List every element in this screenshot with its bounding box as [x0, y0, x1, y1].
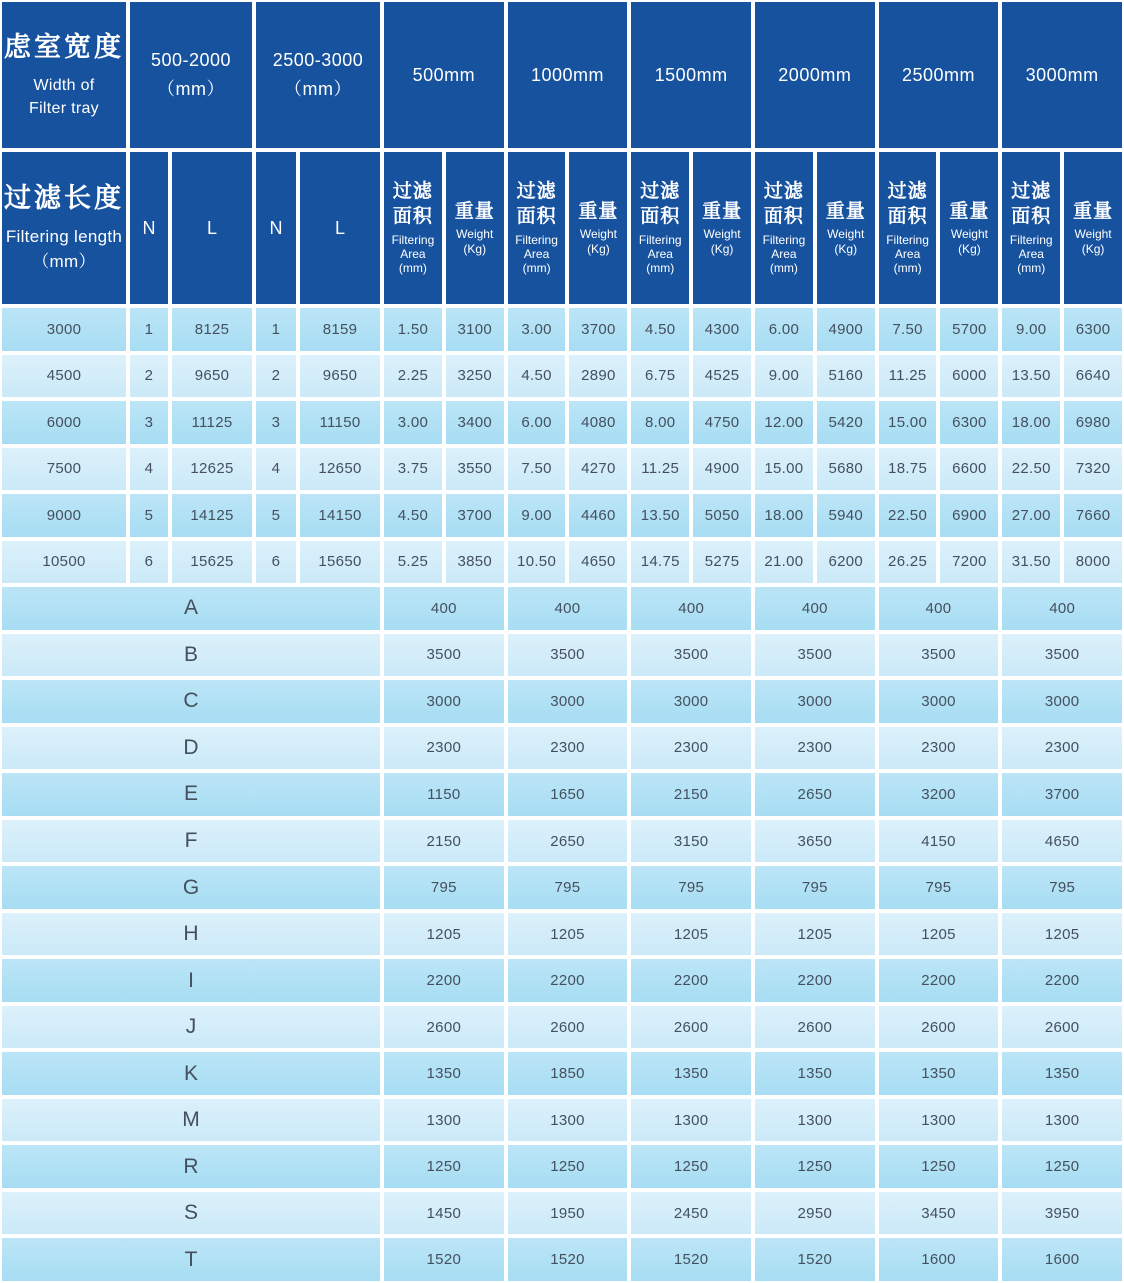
spec-l-cell: 11125 [172, 401, 252, 444]
spec-value-cell: 12.00 [755, 401, 813, 444]
spec-value-cell: 22.50 [879, 494, 937, 537]
dimension-value-cell: 1205 [1002, 913, 1122, 956]
sub-header-zh: 面积 [1011, 205, 1052, 227]
dimension-value-cell: 1350 [631, 1052, 751, 1095]
range-group-line: 500-2000 [150, 50, 232, 71]
dimension-value-cell: 3500 [508, 634, 628, 677]
dimension-value-cell: 795 [508, 866, 628, 909]
spec-n-cell: 6 [256, 541, 296, 584]
dimension-value-cell: 3000 [879, 680, 999, 723]
spec-n-cell: 3 [256, 401, 296, 444]
header-width-column-cell: 500mm [384, 2, 504, 148]
dimension-value-cell: 2950 [755, 1192, 875, 1235]
dimension-value-cell: 1300 [384, 1099, 504, 1142]
spec-value-cell: 4900 [817, 308, 875, 351]
dimension-value-cell: 1350 [1002, 1052, 1122, 1095]
dimension-value-cell: 1250 [631, 1145, 751, 1188]
spec-l-cell: 11150 [300, 401, 380, 444]
sub-header-zh: 重量 [949, 200, 990, 222]
dimension-value-cell: 1205 [755, 913, 875, 956]
dimension-value-cell: 1205 [384, 913, 504, 956]
sub-header-en: Area [647, 246, 673, 261]
sub-header-en: (mm) [522, 261, 551, 276]
dimension-value-cell: 2650 [508, 820, 628, 863]
spec-value-cell: 9.00 [755, 355, 813, 398]
dimension-value-cell: 1450 [384, 1192, 504, 1235]
sub-header-en: Area [400, 246, 426, 261]
dimension-value-cell: 3150 [631, 820, 751, 863]
dimension-value-cell: 1520 [508, 1238, 628, 1281]
dimension-value-cell: 400 [508, 587, 628, 630]
dimension-value-cell: 2300 [631, 727, 751, 770]
header-weight-cell [1064, 152, 1122, 304]
dimension-value-cell: 2450 [631, 1192, 751, 1235]
sub-header-en: (Kg) [463, 241, 487, 256]
spec-value-cell: 3400 [446, 401, 504, 444]
header-weight-cell [940, 152, 998, 304]
range-group-line: （mm） [284, 79, 352, 99]
dimension-value-cell: 2200 [631, 959, 751, 1002]
header-zh-title: 过滤长度 [4, 183, 124, 214]
spec-value-cell: 7660 [1064, 494, 1122, 537]
spec-value-cell: 27.00 [1002, 494, 1060, 537]
dimension-value-cell: 1250 [755, 1145, 875, 1188]
sub-header-en: Area [1018, 246, 1044, 261]
header-nl-cell: L [300, 152, 380, 304]
sub-header-zh: 重量 [454, 200, 495, 222]
sub-header-en: Weight [456, 227, 494, 242]
spec-value-cell: 4525 [693, 355, 751, 398]
spec-value-cell: 6.00 [755, 308, 813, 351]
dimension-row-label-cell: A [2, 587, 380, 630]
dimension-value-cell: 1600 [879, 1238, 999, 1281]
spec-value-cell: 6980 [1064, 401, 1122, 444]
spec-value-cell: 31.50 [1002, 541, 1060, 584]
dimension-value-cell: 1520 [755, 1238, 875, 1281]
dimension-value-cell: 1650 [508, 773, 628, 816]
spec-value-cell: 14.75 [631, 541, 689, 584]
spec-value-cell: 6900 [940, 494, 998, 537]
dimension-value-cell: 2600 [1002, 1006, 1122, 1049]
sub-header-en: (mm) [646, 261, 675, 276]
sub-header-zh: 重量 [702, 200, 743, 222]
spec-l-cell: 8125 [172, 308, 252, 351]
dimension-value-cell: 1520 [384, 1238, 504, 1281]
dimension-value-cell: 3000 [508, 680, 628, 723]
dimension-value-cell: 2600 [631, 1006, 751, 1049]
header-range-group-cell [130, 2, 252, 148]
spec-value-cell: 15.00 [755, 448, 813, 491]
spec-n-cell: 4 [256, 448, 296, 491]
dimension-value-cell: 1520 [631, 1238, 751, 1281]
header-weight-cell [693, 152, 751, 304]
spec-l-cell: 12650 [300, 448, 380, 491]
spec-value-cell: 3250 [446, 355, 504, 398]
header-en-line: Filter tray [29, 100, 99, 118]
dimension-value-cell: 3700 [1002, 773, 1122, 816]
sub-header-zh: 重量 [578, 200, 619, 222]
header-weight-cell [817, 152, 875, 304]
spec-value-cell: 13.50 [631, 494, 689, 537]
header-filtering-length-cell [2, 152, 126, 304]
spec-n-cell: 2 [130, 355, 168, 398]
dimension-value-cell: 2600 [879, 1006, 999, 1049]
sub-header-zh: 重量 [825, 200, 866, 222]
sub-header-en: Area [523, 246, 550, 261]
spec-n-cell: 5 [130, 494, 168, 537]
sub-header-en: (mm) [398, 261, 427, 276]
spec-value-cell: 6640 [1064, 355, 1122, 398]
dimension-value-cell: 400 [384, 587, 504, 630]
spec-n-cell: 4 [130, 448, 168, 491]
spec-value-cell: 5160 [817, 355, 875, 398]
spec-value-cell: 18.00 [1002, 401, 1060, 444]
spec-value-cell: 6000 [940, 355, 998, 398]
spec-l-cell: 14150 [300, 494, 380, 537]
dimension-value-cell: 3650 [755, 820, 875, 863]
spec-value-cell: 2.25 [384, 355, 442, 398]
header-en-line: Filtering length [5, 227, 123, 247]
header-nl-cell: N [130, 152, 168, 304]
spec-value-cell: 3.00 [384, 401, 442, 444]
dimension-row-label-cell: H [2, 913, 380, 956]
spec-value-cell: 4750 [693, 401, 751, 444]
spec-value-cell: 9.00 [1002, 308, 1060, 351]
header-width-column-cell: 2000mm [755, 2, 875, 148]
dimension-value-cell: 400 [631, 587, 751, 630]
spec-value-cell: 4.50 [384, 494, 442, 537]
spec-value-cell: 11.25 [631, 448, 689, 491]
dimension-value-cell: 3500 [631, 634, 751, 677]
spec-value-cell: 3700 [569, 308, 627, 351]
dimension-value-cell: 2150 [384, 820, 504, 863]
spec-value-cell: 3850 [446, 541, 504, 584]
spec-value-cell: 6600 [940, 448, 998, 491]
dimension-value-cell: 1250 [879, 1145, 999, 1188]
dimension-row-label-cell: E [2, 773, 380, 816]
spec-l-cell: 9650 [172, 355, 252, 398]
spec-value-cell: 7.50 [508, 448, 566, 491]
dimension-value-cell: 3500 [384, 634, 504, 677]
header-weight-cell [569, 152, 627, 304]
spec-value-cell: 6200 [817, 541, 875, 584]
sub-header-en: Area [894, 246, 921, 261]
dimension-value-cell: 4150 [879, 820, 999, 863]
spec-filtering-length-cell: 3000 [2, 308, 126, 351]
dimension-value-cell: 3950 [1002, 1192, 1122, 1235]
header-en-line: （mm） [32, 252, 96, 272]
dimension-value-cell: 3450 [879, 1192, 999, 1235]
spec-value-cell: 3.75 [384, 448, 442, 491]
dimension-row-label-cell: B [2, 634, 380, 677]
sub-header-zh: 重量 [1073, 200, 1114, 222]
spec-value-cell: 6.75 [631, 355, 689, 398]
spec-value-cell: 22.50 [1002, 448, 1060, 491]
header-en-line: Width of [33, 76, 95, 94]
dimension-value-cell: 795 [755, 866, 875, 909]
sub-header-en: (Kg) [1081, 241, 1105, 256]
sub-header-en: (mm) [893, 261, 922, 276]
header-nl-cell: L [172, 152, 252, 304]
spec-value-cell: 8000 [1064, 541, 1122, 584]
sub-header-zh: 面积 [763, 205, 804, 227]
header-filtering-area-cell [631, 152, 689, 304]
dimension-value-cell: 1300 [508, 1099, 628, 1142]
dimension-value-cell: 1850 [508, 1052, 628, 1095]
spec-n-cell: 2 [256, 355, 296, 398]
dimension-value-cell: 2200 [384, 959, 504, 1002]
spec-value-cell: 18.00 [755, 494, 813, 537]
spec-n-cell: 1 [130, 308, 168, 351]
spec-value-cell: 6300 [1064, 308, 1122, 351]
spec-value-cell: 5940 [817, 494, 875, 537]
spec-value-cell: 3100 [446, 308, 504, 351]
spec-n-cell: 6 [130, 541, 168, 584]
dimension-value-cell: 3200 [879, 773, 999, 816]
header-filtering-area-cell [1002, 152, 1060, 304]
dimension-value-cell: 2300 [755, 727, 875, 770]
spec-l-cell: 14125 [172, 494, 252, 537]
sub-header-en: (Kg) [958, 241, 981, 256]
spec-l-cell: 9650 [300, 355, 380, 398]
sub-header-en: (mm) [1017, 261, 1046, 276]
spec-n-cell: 5 [256, 494, 296, 537]
dimension-value-cell: 1150 [384, 773, 504, 816]
header-filtering-area-cell [879, 152, 937, 304]
spec-value-cell: 5700 [940, 308, 998, 351]
dimension-value-cell: 3000 [755, 680, 875, 723]
dimension-value-cell: 2300 [1002, 727, 1122, 770]
spec-value-cell: 4.50 [508, 355, 566, 398]
dimension-value-cell: 2150 [631, 773, 751, 816]
dimension-value-cell: 1950 [508, 1192, 628, 1235]
sub-header-zh: 面积 [516, 205, 557, 227]
spec-l-cell: 15650 [300, 541, 380, 584]
spec-value-cell: 6.00 [508, 401, 566, 444]
sub-header-en: (Kg) [710, 241, 734, 256]
spec-value-cell: 26.25 [879, 541, 937, 584]
dimension-row-label-cell: R [2, 1145, 380, 1188]
sub-header-en: Filtering [886, 232, 929, 247]
header-width-column-cell: 3000mm [1002, 2, 1122, 148]
dimension-value-cell: 1205 [879, 913, 999, 956]
spec-filtering-length-cell: 4500 [2, 355, 126, 398]
spec-value-cell: 3.00 [508, 308, 566, 351]
spec-value-cell: 7320 [1064, 448, 1122, 491]
dimension-value-cell: 3500 [755, 634, 875, 677]
header-range-group-cell [256, 2, 380, 148]
dimension-value-cell: 1205 [631, 913, 751, 956]
sub-header-en: Weight [827, 227, 865, 242]
spec-value-cell: 3700 [446, 494, 504, 537]
sub-header-en: (mm) [769, 261, 798, 276]
spec-l-cell: 12625 [172, 448, 252, 491]
spec-value-cell: 5680 [817, 448, 875, 491]
sub-header-zh: 过滤 [763, 181, 804, 203]
dimension-value-cell: 1350 [384, 1052, 504, 1095]
dimension-value-cell: 4650 [1002, 820, 1122, 863]
spec-value-cell: 4080 [569, 401, 627, 444]
dimension-value-cell: 2600 [508, 1006, 628, 1049]
spec-value-cell: 4.50 [631, 308, 689, 351]
spec-filtering-length-cell: 6000 [2, 401, 126, 444]
sub-header-en: Weight [1074, 227, 1112, 242]
dimension-row-label-cell: T [2, 1238, 380, 1281]
dimension-row-label-cell: C [2, 680, 380, 723]
sub-header-zh: 过滤 [887, 181, 928, 203]
sub-header-en: (Kg) [834, 241, 858, 256]
spec-value-cell: 6300 [940, 401, 998, 444]
spec-value-cell: 5275 [693, 541, 751, 584]
spec-l-cell: 8159 [300, 308, 380, 351]
header-width-column-cell: 2500mm [879, 2, 999, 148]
spec-n-cell: 1 [256, 308, 296, 351]
dimension-row-label-cell: S [2, 1192, 380, 1235]
header-width-of-filter-tray-cell [2, 2, 126, 148]
spec-value-cell: 5.25 [384, 541, 442, 584]
dimension-value-cell: 795 [879, 866, 999, 909]
range-group-line: （mm） [157, 79, 225, 99]
header-zh-title: 虑室宽度 [4, 31, 124, 62]
dimension-value-cell: 1300 [879, 1099, 999, 1142]
spec-value-cell: 21.00 [755, 541, 813, 584]
header-width-column-cell: 1500mm [631, 2, 751, 148]
dimension-value-cell: 1300 [755, 1099, 875, 1142]
dimension-value-cell: 2300 [384, 727, 504, 770]
header-filtering-area-cell [508, 152, 566, 304]
dimension-value-cell: 3000 [1002, 680, 1122, 723]
spec-value-cell: 2890 [569, 355, 627, 398]
dimension-value-cell: 2300 [879, 727, 999, 770]
spec-value-cell: 15.00 [879, 401, 937, 444]
dimension-row-label-cell: J [2, 1006, 380, 1049]
dimension-value-cell: 2600 [384, 1006, 504, 1049]
dimension-value-cell: 2300 [508, 727, 628, 770]
spec-value-cell: 9.00 [508, 494, 566, 537]
spec-value-cell: 5420 [817, 401, 875, 444]
spec-value-cell: 1.50 [384, 308, 442, 351]
dimension-row-label-cell: K [2, 1052, 380, 1095]
header-filtering-area-cell [384, 152, 442, 304]
dimension-value-cell: 1250 [508, 1145, 628, 1188]
spec-value-cell: 4300 [693, 308, 751, 351]
header-filtering-area-cell [755, 152, 813, 304]
spec-value-cell: 4650 [569, 541, 627, 584]
spec-value-cell: 18.75 [879, 448, 937, 491]
dimension-value-cell: 1300 [1002, 1099, 1122, 1142]
dimension-value-cell: 3000 [631, 680, 751, 723]
dimension-value-cell: 1300 [631, 1099, 751, 1142]
spec-l-cell: 15625 [172, 541, 252, 584]
dimension-row-label-cell: G [2, 866, 380, 909]
header-width-column-cell: 1000mm [508, 2, 628, 148]
dimension-value-cell: 2200 [879, 959, 999, 1002]
dimension-value-cell: 2200 [1002, 959, 1122, 1002]
sub-header-en: Weight [579, 227, 617, 242]
dimension-value-cell: 2200 [755, 959, 875, 1002]
dimension-value-cell: 795 [384, 866, 504, 909]
dimension-value-cell: 1350 [755, 1052, 875, 1095]
sub-header-zh: 面积 [640, 205, 681, 227]
header-nl-cell: N [256, 152, 296, 304]
spec-value-cell: 3550 [446, 448, 504, 491]
sub-header-zh: 过滤 [640, 181, 681, 203]
spec-filtering-length-cell: 7500 [2, 448, 126, 491]
dimension-value-cell: 3500 [1002, 634, 1122, 677]
sub-header-en: Weight [703, 227, 741, 242]
spec-value-cell: 8.00 [631, 401, 689, 444]
dimension-value-cell: 1205 [508, 913, 628, 956]
dimension-value-cell: 795 [631, 866, 751, 909]
dimension-value-cell: 400 [1002, 587, 1122, 630]
sub-header-zh: 过滤 [516, 181, 557, 203]
dimension-value-cell: 2200 [508, 959, 628, 1002]
range-group-line: 2500-3000 [272, 50, 364, 71]
dimension-row-label-cell: D [2, 727, 380, 770]
spec-filtering-length-cell: 9000 [2, 494, 126, 537]
spec-value-cell: 7200 [940, 541, 998, 584]
dimension-value-cell: 1350 [879, 1052, 999, 1095]
spec-filtering-length-cell: 10500 [2, 541, 126, 584]
dimension-value-cell: 795 [1002, 866, 1122, 909]
dimension-value-cell: 400 [755, 587, 875, 630]
spec-value-cell: 4460 [569, 494, 627, 537]
dimension-value-cell: 1600 [1002, 1238, 1122, 1281]
sub-header-en: Weight [950, 227, 988, 242]
sub-header-en: Filtering [762, 232, 806, 247]
sub-header-zh: 面积 [392, 205, 433, 227]
spec-n-cell: 3 [130, 401, 168, 444]
spec-value-cell: 10.50 [508, 541, 566, 584]
sub-header-en: Filtering [1009, 232, 1053, 247]
sub-header-en: Filtering [515, 232, 558, 247]
dimension-value-cell: 1250 [384, 1145, 504, 1188]
sub-header-zh: 面积 [887, 205, 928, 227]
dimension-row-label-cell: M [2, 1099, 380, 1142]
dimension-value-cell: 3000 [384, 680, 504, 723]
dimension-value-cell: 2600 [755, 1006, 875, 1049]
sub-header-zh: 过滤 [1011, 181, 1052, 203]
sub-header-zh: 过滤 [392, 181, 433, 203]
sub-header-en: Filtering [638, 232, 682, 247]
spec-value-cell: 13.50 [1002, 355, 1060, 398]
dimension-row-label-cell: I [2, 959, 380, 1002]
dimension-row-label-cell: F [2, 820, 380, 863]
header-weight-cell [446, 152, 504, 304]
sub-header-en: Area [771, 246, 797, 261]
spec-value-cell: 5050 [693, 494, 751, 537]
spec-value-cell: 11.25 [879, 355, 937, 398]
dimension-value-cell: 2650 [755, 773, 875, 816]
spec-value-cell: 4270 [569, 448, 627, 491]
dimension-value-cell: 3500 [879, 634, 999, 677]
dimension-value-cell: 400 [879, 587, 999, 630]
dimension-value-cell: 1250 [1002, 1145, 1122, 1188]
sub-header-en: Filtering [391, 232, 435, 247]
sub-header-en: (Kg) [587, 241, 610, 256]
spec-value-cell: 7.50 [879, 308, 937, 351]
spec-value-cell: 4900 [693, 448, 751, 491]
